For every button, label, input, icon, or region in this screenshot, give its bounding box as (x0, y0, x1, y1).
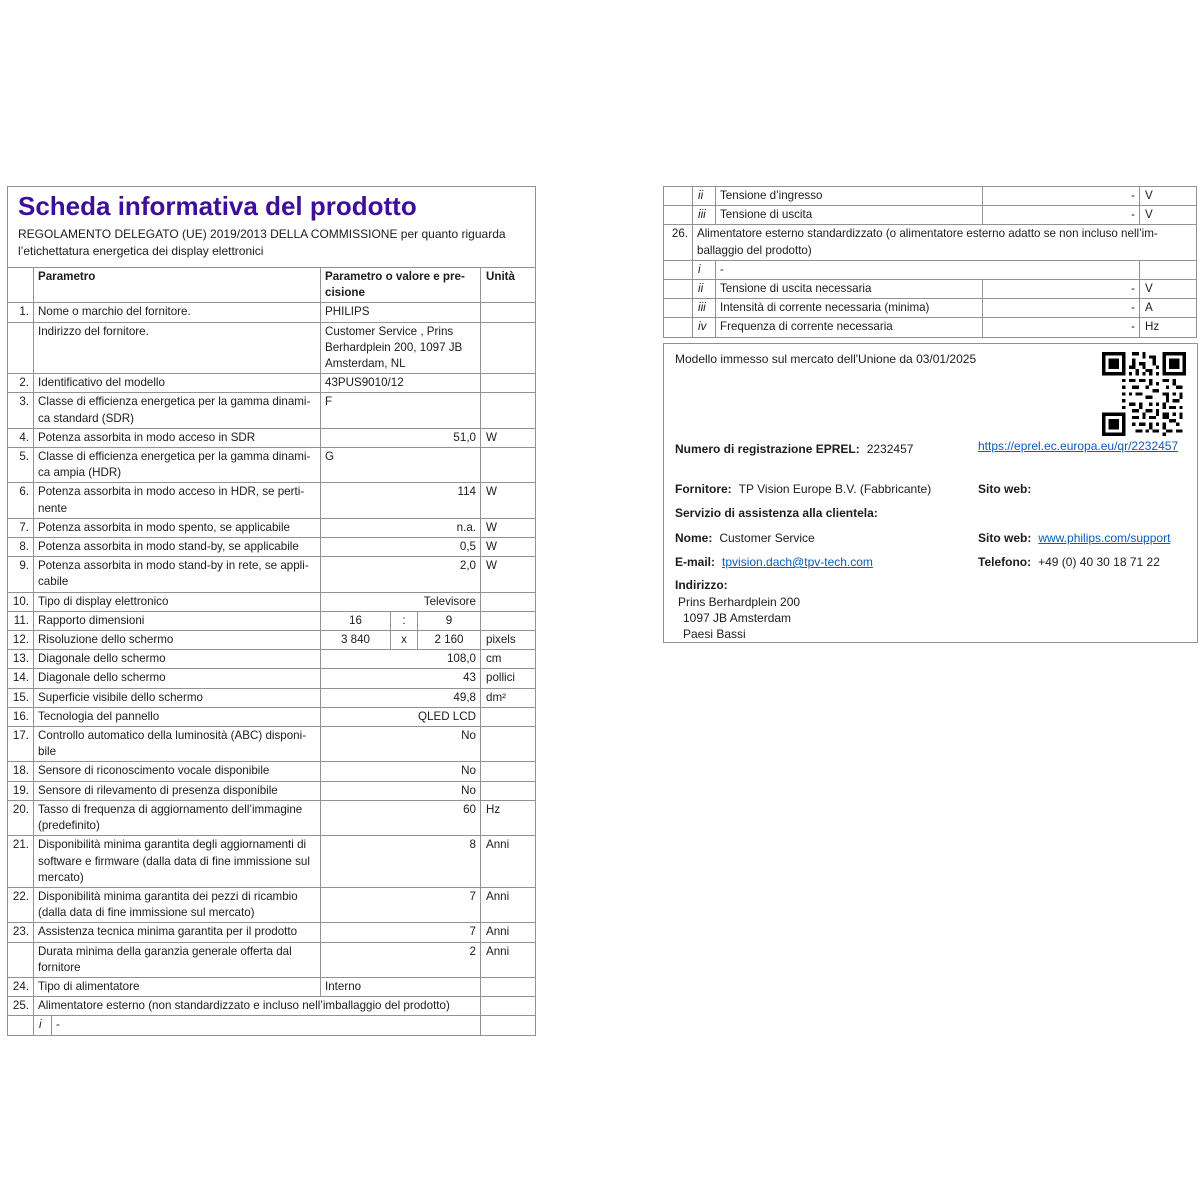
param-label: Intensità di corrente necessaria (minima) (716, 299, 983, 318)
param-unit (481, 393, 536, 428)
row-number: 10. (8, 592, 34, 611)
row-number (8, 322, 34, 374)
row-number: 22. (8, 887, 34, 922)
param-unit (481, 448, 536, 483)
header-row (8, 268, 536, 303)
table-row (8, 374, 536, 393)
param-value: - (983, 280, 1140, 299)
qr-code (1102, 352, 1186, 436)
table-row-spanned (8, 997, 536, 1016)
param-unit: pixels (481, 631, 536, 650)
param-value: - (983, 187, 1140, 206)
support-url-link[interactable]: www.philips.com/support (1038, 531, 1171, 545)
telefono-value: +49 (0) 40 30 18 71 22 (1038, 555, 1160, 569)
indirizzo-label: Indirizzo: (675, 578, 728, 592)
service-header: Servizio di assistenza alla clientela: (675, 506, 878, 520)
param-unit (481, 997, 536, 1016)
row-number: 25. (8, 997, 34, 1016)
row-number: 13. (8, 650, 34, 669)
param-unit (481, 762, 536, 781)
table-row (8, 942, 536, 977)
row-number: 18. (8, 762, 34, 781)
param-value: - (983, 318, 1140, 337)
param-label: Diagonale dello schermo (34, 669, 321, 688)
row-number (664, 299, 693, 318)
subitem-letter: ii (693, 187, 716, 206)
ratio-separator: : (391, 611, 418, 630)
market-entry-line: Modello immesso sul mercato dell'Unione da 03/01/2025 (675, 352, 977, 366)
telefono-line (978, 554, 1160, 570)
param-label: Potenza assorbita in modo spento, se applicabile (34, 518, 321, 537)
param-unit: W (481, 538, 536, 557)
param-value: 108,0 (321, 650, 481, 669)
param-value: 7 (321, 887, 481, 922)
param-value: 51,0 (321, 428, 481, 447)
param-label: Risoluzione dello schermo (34, 631, 321, 650)
param-label: Sensore di rilevamento di presenza disponibile (34, 781, 321, 800)
table-row (8, 688, 536, 707)
param-value: No (321, 727, 481, 762)
param-unit (481, 303, 536, 322)
param-label-spanned: Alimentatore esterno (non standardizzato e incluso nell’imballaggio del prodotto) (34, 997, 481, 1016)
subitem-value: - (52, 1016, 481, 1035)
title-row (8, 187, 536, 268)
param-label: Classe di efficienza energetica per la gamma dinamica standard (SDR) (34, 393, 321, 428)
table-row-ratio (8, 611, 536, 630)
param-label-spanned: Alimentatore esterno standardizzato (o alimentatore esterno adatto se non incluso nell’imballaggio del prodotto) (693, 225, 1197, 260)
fornitore-label: Fornitore: (675, 482, 732, 496)
table-row (8, 887, 536, 922)
row-number (664, 280, 693, 299)
param-label: Tasso di frequenza di aggiornamento dell’immagine (predefinito) (34, 800, 321, 835)
sito-web-label: Sito web: (978, 482, 1032, 496)
row-number (8, 1016, 34, 1035)
sito-web-line (978, 481, 1031, 497)
param-label: Tecnologia del pannello (34, 707, 321, 726)
row-number (8, 268, 34, 303)
row-number: 15. (8, 688, 34, 707)
param-label: Identificativo del modello (34, 374, 321, 393)
param-unit: W (481, 483, 536, 518)
param-value: 60 (321, 800, 481, 835)
param-unit: V (1140, 206, 1197, 225)
table-row (8, 448, 536, 483)
nome-label: Nome: (675, 531, 713, 545)
subitem-letter: iv (693, 318, 716, 337)
eprel-url-link[interactable]: https://eprel.ec.europa.eu/qr/2232457 (978, 439, 1179, 453)
param-value: No (321, 781, 481, 800)
param-label: Durata minima della garanzia generale offerta dal fornitore (34, 942, 321, 977)
param-value: G (321, 448, 481, 483)
col-header-unita: Unità (481, 268, 536, 303)
param-value: F (321, 393, 481, 428)
left-parameter-table (7, 186, 536, 1036)
table-row (8, 762, 536, 781)
table-row (8, 393, 536, 428)
row-number: 2. (8, 374, 34, 393)
param-label: Disponibilità minima garantita dei pezzi di ricambio (dalla data di fine immissione sul mercato) (34, 887, 321, 922)
page-title: Scheda informativa del prodotto (18, 191, 417, 221)
table-row (8, 669, 536, 688)
param-label: Potenza assorbita in modo acceso in HDR, se pertinente (34, 483, 321, 518)
param-value: 43 (321, 669, 481, 688)
table-subrow (8, 1016, 536, 1035)
table-subrow (664, 260, 1197, 279)
param-unit: Anni (481, 836, 536, 888)
row-number: 12. (8, 631, 34, 650)
table-row (8, 727, 536, 762)
row-number: 3. (8, 393, 34, 428)
table-row (8, 303, 536, 322)
row-number: 20. (8, 800, 34, 835)
param-label: Classe di efficienza energetica per la gamma dinamica ampia (HDR) (34, 448, 321, 483)
row-number: 11. (8, 611, 34, 630)
subitem-letter: ii (693, 280, 716, 299)
row-number: 6. (8, 483, 34, 518)
address-line: 1097 JB Amsterdam (683, 611, 792, 625)
telefono-label: Telefono: (978, 555, 1032, 569)
nome-line (675, 530, 815, 546)
param-unit: W (481, 428, 536, 447)
col-header-valore: Parametro o valore e precisione (321, 268, 481, 303)
param-unit: Hz (1140, 318, 1197, 337)
row-number: 17. (8, 727, 34, 762)
param-value: 2 (321, 942, 481, 977)
row-number: 4. (8, 428, 34, 447)
address-line: Paesi Bassi (683, 627, 746, 641)
param-label: Potenza assorbita in modo stand-by, se applicabile (34, 538, 321, 557)
param-label: Tipo di alimentatore (34, 977, 321, 996)
param-unit: V (1140, 187, 1197, 206)
table-row (8, 923, 536, 942)
sito-web-label: Sito web: (978, 531, 1032, 545)
param-value: 2,0 (321, 557, 481, 592)
param-unit (481, 592, 536, 611)
table-subrow (664, 299, 1197, 318)
param-value: Customer Service , Prins Berhardplein 200, 1097 JB Amsterdam, NL (321, 322, 481, 374)
table-row (8, 428, 536, 447)
subitem-letter: iii (693, 206, 716, 225)
param-label: Nome o marchio del fornitore. (34, 303, 321, 322)
subitem-letter: i (693, 260, 716, 279)
table-row (8, 483, 536, 518)
param-label: Tensione di uscita (716, 206, 983, 225)
param-unit: cm (481, 650, 536, 669)
param-value: No (321, 762, 481, 781)
fornitore-line (675, 481, 931, 497)
resolution-separator: x (391, 631, 418, 650)
param-value: 7 (321, 923, 481, 942)
param-unit: Anni (481, 887, 536, 922)
param-label: Indirizzo del fornitore. (34, 322, 321, 374)
table-row-spanned (664, 225, 1197, 260)
eprel-link-wrap (978, 438, 1193, 454)
param-unit (481, 707, 536, 726)
param-unit: W (481, 557, 536, 592)
param-label: Disponibilità minima garantita degli aggiornamenti di software e firmware (dalla data di fine immissione sul mercato) (34, 836, 321, 888)
row-number: 1. (8, 303, 34, 322)
param-value: QLED LCD (321, 707, 481, 726)
param-unit: pollici (481, 669, 536, 688)
param-unit (481, 727, 536, 762)
param-label: Assistenza tecnica minima garantita per il prodotto (34, 923, 321, 942)
param-unit: W (481, 518, 536, 537)
email-line (675, 554, 873, 570)
param-value: PHILIPS (321, 303, 481, 322)
row-number: 26. (664, 225, 693, 260)
row-number: 21. (8, 836, 34, 888)
table-subrow (664, 280, 1197, 299)
eprel-registration (675, 441, 913, 457)
param-label: Superficie visibile dello schermo (34, 688, 321, 707)
row-number: 24. (8, 977, 34, 996)
resolution-width: 3 840 (321, 631, 391, 650)
param-value: - (983, 299, 1140, 318)
fornitore-value: TP Vision Europe B.V. (Fabbricante) (738, 482, 932, 496)
param-label: Diagonale dello schermo (34, 650, 321, 669)
regulation-subtitle: REGOLAMENTO DELEGATO (UE) 2019/2013 DELLA COMMISSIONE per quanto riguarda l’etichettatura energetica dei display elettronici (18, 227, 506, 258)
table-subrow (664, 187, 1197, 206)
param-unit (481, 322, 536, 374)
table-row (8, 800, 536, 835)
eprel-number: 2232457 (866, 442, 914, 456)
address-line: Prins Berhardplein 200 (678, 595, 801, 609)
row-number: 8. (8, 538, 34, 557)
resolution-height: 2 160 (418, 631, 481, 650)
table-row (8, 781, 536, 800)
param-unit (481, 374, 536, 393)
table-subrow (664, 318, 1197, 337)
row-number (664, 318, 693, 337)
param-unit: Hz (481, 800, 536, 835)
row-number: 7. (8, 518, 34, 537)
param-unit (481, 1016, 536, 1035)
table-row-resolution (8, 631, 536, 650)
param-label: Tensione di uscita necessaria (716, 280, 983, 299)
row-number (664, 206, 693, 225)
table-row (8, 518, 536, 537)
subitem-value: - (716, 260, 1140, 279)
row-number (664, 187, 693, 206)
email-link[interactable]: tpvision.dach@tpv-tech.com (722, 555, 873, 569)
nome-value: Customer Service (719, 531, 815, 545)
param-label: Sensore di riconoscimento vocale disponibile (34, 762, 321, 781)
table-row (8, 322, 536, 374)
param-unit: Anni (481, 942, 536, 977)
param-unit: A (1140, 299, 1197, 318)
param-label: Tipo di display elettronico (34, 592, 321, 611)
param-unit (481, 781, 536, 800)
param-unit: Anni (481, 923, 536, 942)
param-value: 0,5 (321, 538, 481, 557)
param-label: Rapporto dimensioni (34, 611, 321, 630)
param-unit: dm² (481, 688, 536, 707)
ratio-width: 16 (321, 611, 391, 630)
param-unit (481, 611, 536, 630)
row-number (8, 942, 34, 977)
eprel-label: Numero di registrazione EPREL: (675, 442, 860, 456)
right-parameter-table (663, 186, 1197, 338)
subitem-letter: iii (693, 299, 716, 318)
param-unit: V (1140, 280, 1197, 299)
param-value: Televisore (321, 592, 481, 611)
table-row (8, 707, 536, 726)
param-label: Tensione d’ingresso (716, 187, 983, 206)
subitem-letter: i (34, 1016, 52, 1035)
table-row (8, 650, 536, 669)
supplier-info-box (663, 343, 1198, 643)
table-row (8, 557, 536, 592)
param-value: n.a. (321, 518, 481, 537)
col-header-parametro: Parametro (34, 268, 321, 303)
param-unit (481, 977, 536, 996)
param-label: Controllo automatico della luminosità (ABC) disponibile (34, 727, 321, 762)
row-number: 14. (8, 669, 34, 688)
row-number: 5. (8, 448, 34, 483)
param-label: Frequenza di corrente necessaria (716, 318, 983, 337)
param-unit (1140, 260, 1197, 279)
sito-web-support-line (978, 530, 1170, 546)
row-number (664, 260, 693, 279)
param-value: 8 (321, 836, 481, 888)
param-label: Potenza assorbita in modo stand-by in rete, se applicabile (34, 557, 321, 592)
table-row (8, 977, 536, 996)
email-label: E-mail: (675, 555, 716, 569)
table-subrow (664, 206, 1197, 225)
table-row (8, 592, 536, 611)
ratio-height: 9 (418, 611, 481, 630)
param-label: Potenza assorbita in modo acceso in SDR (34, 428, 321, 447)
param-value: 114 (321, 483, 481, 518)
param-value: 49,8 (321, 688, 481, 707)
param-value: - (983, 206, 1140, 225)
param-value: Interno (321, 977, 481, 996)
row-number: 19. (8, 781, 34, 800)
row-number: 9. (8, 557, 34, 592)
table-row (8, 836, 536, 888)
row-number: 16. (8, 707, 34, 726)
table-row (8, 538, 536, 557)
row-number: 23. (8, 923, 34, 942)
param-value: 43PUS9010/12 (321, 374, 481, 393)
